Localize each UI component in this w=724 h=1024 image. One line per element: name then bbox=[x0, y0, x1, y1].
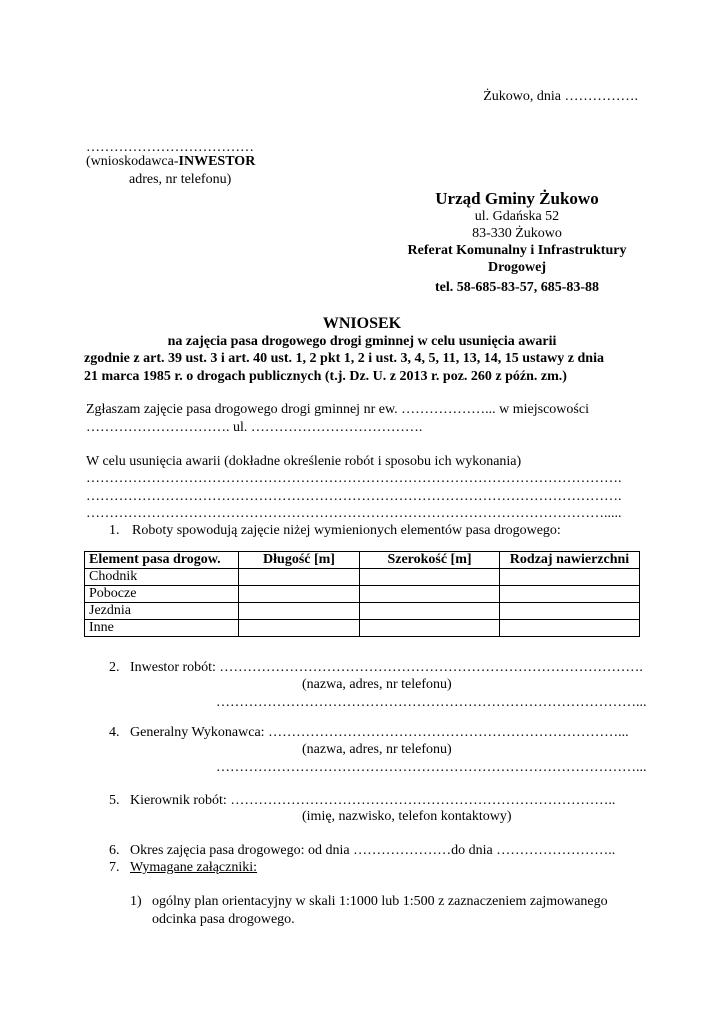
cell-length[interactable] bbox=[239, 569, 360, 586]
cell-width[interactable] bbox=[360, 569, 500, 586]
col-header-element: Element pasa drogow. bbox=[85, 552, 239, 569]
item4-number: 4. bbox=[109, 725, 120, 740]
item1-number: 1. bbox=[109, 523, 120, 538]
cell-width[interactable] bbox=[360, 620, 500, 637]
cell-length[interactable] bbox=[239, 603, 360, 620]
elements-table bbox=[84, 551, 640, 637]
applicant-role bbox=[86, 153, 255, 170]
attachment1-line1: ogólny plan orientacyjny w skali 1:1000 lub 1:500 z zaznaczeniem zajmowanego bbox=[152, 894, 608, 909]
cell-surface[interactable] bbox=[500, 569, 640, 586]
col-header-surface: Rodzaj nawierzchni bbox=[500, 552, 640, 569]
table-row bbox=[85, 603, 640, 620]
cell-width[interactable] bbox=[360, 586, 500, 603]
cell-surface[interactable] bbox=[500, 586, 640, 603]
attachment1-number: 1) bbox=[130, 894, 142, 909]
doc-subtitle-1: na zajęcia pasa drogowego drogi gminnej w celu usunięcia awarii bbox=[167, 334, 557, 349]
office-dept-line1: Referat Komunalny i Infrastruktury bbox=[407, 243, 627, 258]
applicant-role-prefix: (wnioskodawca- bbox=[86, 154, 179, 169]
col-header-width: Szerokość [m] bbox=[360, 552, 500, 569]
item5-text: Kierownik robót: ……………………………………………………………………….. bbox=[130, 793, 616, 808]
item1-text: Roboty spowodują zajęcie niżej wymienionych elementów pasa drogowego: bbox=[132, 523, 561, 538]
intro-line1: Zgłaszam zajęcie pasa drogowego drogi gminnej nr ew. ………………... w miejscowości bbox=[86, 402, 589, 417]
item4-text: Generalny Wykonawca: …………………………………………………………………... bbox=[130, 725, 629, 740]
attachment1-line2: odcinka pasa drogowego. bbox=[152, 912, 295, 927]
item6-text: Okres zajęcia pasa drogowego: od dnia …………………do dnia …………………….. bbox=[130, 843, 616, 858]
doc-subtitle-3: 21 marca 1985 r. o drogach publicznych (t.j. Dz. U. z 2013 r. poz. 260 z późn. zm.) bbox=[84, 369, 567, 384]
applicant-role-bold: INWESTOR bbox=[178, 154, 256, 169]
cell-length[interactable] bbox=[239, 620, 360, 637]
cell-length[interactable] bbox=[239, 586, 360, 603]
item7-text: Wymagane załączniki: bbox=[130, 860, 258, 875]
place-date-line: Żukowo, dnia ……………. bbox=[483, 89, 638, 104]
item7-number: 7. bbox=[109, 860, 120, 875]
table-row bbox=[85, 586, 640, 603]
doc-subtitle-2: zgodnie z art. 39 ust. 3 i art. 40 ust. 1, 2 pkt 1, 2 i ust. 3, 4, 5, 11, 13, 14, 15 ustawy z dnia bbox=[84, 351, 604, 366]
item2-text: Inwestor robót: ………………………………………………………………………………. bbox=[130, 660, 643, 675]
office-street: ul. Gdańska 52 bbox=[474, 209, 560, 224]
office-dept-line2: Drogowej bbox=[487, 260, 547, 275]
item2-number: 2. bbox=[109, 660, 120, 675]
office-phone: tel. 58-685-83-57, 685-83-88 bbox=[434, 280, 600, 295]
item4-dots: ………………………………………………………………………………... bbox=[216, 760, 647, 775]
purpose-dots-1: ……………………………………………………………………………………………………. bbox=[86, 471, 622, 486]
purpose-dots-3: …………………………………………………………………………………………………..... bbox=[86, 506, 622, 521]
item2-dots: ………………………………………………………………………………... bbox=[216, 695, 647, 710]
cell-element: Inne bbox=[85, 620, 239, 637]
cell-element: Jezdnia bbox=[85, 603, 239, 620]
table-header-row bbox=[85, 552, 640, 569]
item6-number: 6. bbox=[109, 843, 120, 858]
office-postal: 83-330 Żukowo bbox=[472, 226, 562, 241]
item5-number: 5. bbox=[109, 793, 120, 808]
office-name: Urząd Gminy Żukowo bbox=[435, 189, 599, 208]
item4-hint: (nazwa, adres, nr telefonu) bbox=[302, 742, 452, 757]
col-header-length: Długość [m] bbox=[239, 552, 360, 569]
table-row bbox=[85, 620, 640, 637]
table-row bbox=[85, 569, 640, 586]
cell-element: Pobocze bbox=[85, 586, 239, 603]
item5-hint: (imię, nazwisko, telefon kontaktowy) bbox=[302, 809, 512, 824]
applicant-dots: ……………………………… bbox=[86, 140, 254, 155]
doc-title: WNIOSEK bbox=[322, 315, 402, 332]
cell-surface[interactable] bbox=[500, 620, 640, 637]
applicant-address-label: adres, nr telefonu) bbox=[129, 172, 232, 187]
item2-hint: (nazwa, adres, nr telefonu) bbox=[302, 677, 452, 692]
cell-width[interactable] bbox=[360, 603, 500, 620]
purpose-dots-2: ……………………………………………………………………………………………………. bbox=[86, 489, 622, 504]
intro-line2: …………………………. ul. ………………………………. bbox=[86, 420, 423, 435]
cell-surface[interactable] bbox=[500, 603, 640, 620]
cell-element: Chodnik bbox=[85, 569, 239, 586]
purpose-label: W celu usunięcia awarii (dokładne określenie robót i sposobu ich wykonania) bbox=[86, 454, 522, 469]
